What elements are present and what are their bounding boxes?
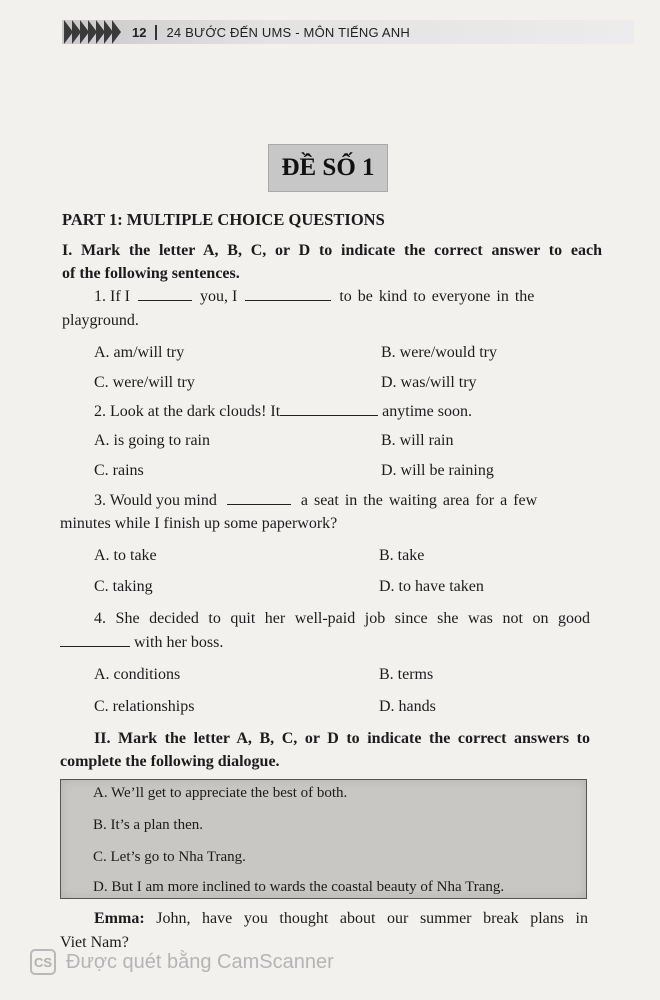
question-3: 3. Would you mind a seat in the waiting area for a few bbox=[94, 492, 538, 509]
part-heading: PART 1: MULTIPLE CHOICE QUESTIONS bbox=[62, 210, 385, 229]
header-page-number: 12 bbox=[132, 24, 147, 40]
question-4-line2: with her boss. bbox=[60, 632, 223, 654]
exam-title: ĐỀ SỐ 1 bbox=[268, 144, 388, 192]
question-3-option-c: C. taking bbox=[94, 578, 153, 595]
question-1-option-d: D. was/will try bbox=[381, 374, 477, 391]
header-book-title: 24 BƯỚC ĐẾN UMS - MÔN TIẾNG ANH bbox=[166, 24, 410, 40]
question-4-option-d: D. hands bbox=[379, 698, 436, 715]
dialogue-line-emma: Emma: John, have you thought about our summer break plans in bbox=[94, 910, 589, 927]
chevron-decoration-icon bbox=[64, 20, 120, 44]
question-1-option-c: C. were/will try bbox=[94, 374, 195, 391]
answer-blank bbox=[60, 632, 130, 647]
dialogue-option-c: C. Let’s go to Nha Trang. bbox=[93, 849, 246, 865]
answer-blank bbox=[245, 286, 331, 301]
question-4-option-a: A. conditions bbox=[94, 666, 181, 683]
question-2-option-a: A. is going to rain bbox=[94, 432, 210, 449]
dialogue-speaker: Emma: bbox=[94, 910, 145, 927]
camscanner-logo-icon: CS bbox=[30, 949, 56, 975]
section1-instruction-line2: of the following sentences. bbox=[62, 265, 240, 282]
answer-blank bbox=[227, 490, 291, 505]
dialogue-option-d: D. But I am more inclined to wards the coastal beauty of Nha Trang. bbox=[93, 879, 505, 895]
question-1: 1. If I you, I to be kind to everyone in the bbox=[94, 288, 535, 305]
dialogue-line-emma-cont: Viet Nam? bbox=[60, 934, 129, 951]
question-3-line2: minutes while I finish up some paperwork? bbox=[60, 515, 338, 532]
question-2-option-b: B. will rain bbox=[381, 432, 454, 449]
question-2: 2. Look at the dark clouds! It anytime soon. bbox=[94, 403, 472, 420]
dialogue-options-box bbox=[60, 779, 587, 899]
header-divider bbox=[155, 25, 157, 40]
question-2-option-d: D. will be raining bbox=[381, 462, 494, 479]
dialogue-option-a: A. We’ll get to appreciate the best of both. bbox=[93, 785, 348, 801]
question-4-option-c: C. relationships bbox=[94, 698, 195, 715]
section2-instruction-line1: II. Mark the letter A, B, C, or D to indicate the correct answers to bbox=[94, 730, 590, 747]
answer-blank bbox=[280, 401, 378, 416]
running-header bbox=[62, 20, 634, 44]
question-4: 4. She decided to quit her well-paid job since she was not on good bbox=[94, 610, 590, 627]
question-3-option-d: D. to have taken bbox=[379, 578, 484, 595]
section1-instruction-line1: I. Mark the letter A, B, C, or D to indicate the correct answer to each bbox=[62, 242, 602, 259]
question-2-option-c: C. rains bbox=[94, 462, 144, 479]
section2-instruction-line2: complete the following dialogue. bbox=[60, 753, 280, 770]
question-1-option-b: B. were/would try bbox=[381, 344, 497, 361]
camscanner-watermark: Được quét bằng CamScanner bbox=[66, 951, 334, 973]
question-1-option-a: A. am/will try bbox=[94, 344, 185, 361]
question-3-option-a: A. to take bbox=[94, 547, 157, 564]
answer-blank bbox=[138, 286, 192, 301]
question-1-line2: playground. bbox=[62, 312, 139, 329]
question-4-option-b: B. terms bbox=[379, 666, 434, 683]
dialogue-option-b: B. It’s a plan then. bbox=[93, 817, 203, 833]
question-3-option-b: B. take bbox=[379, 547, 425, 564]
